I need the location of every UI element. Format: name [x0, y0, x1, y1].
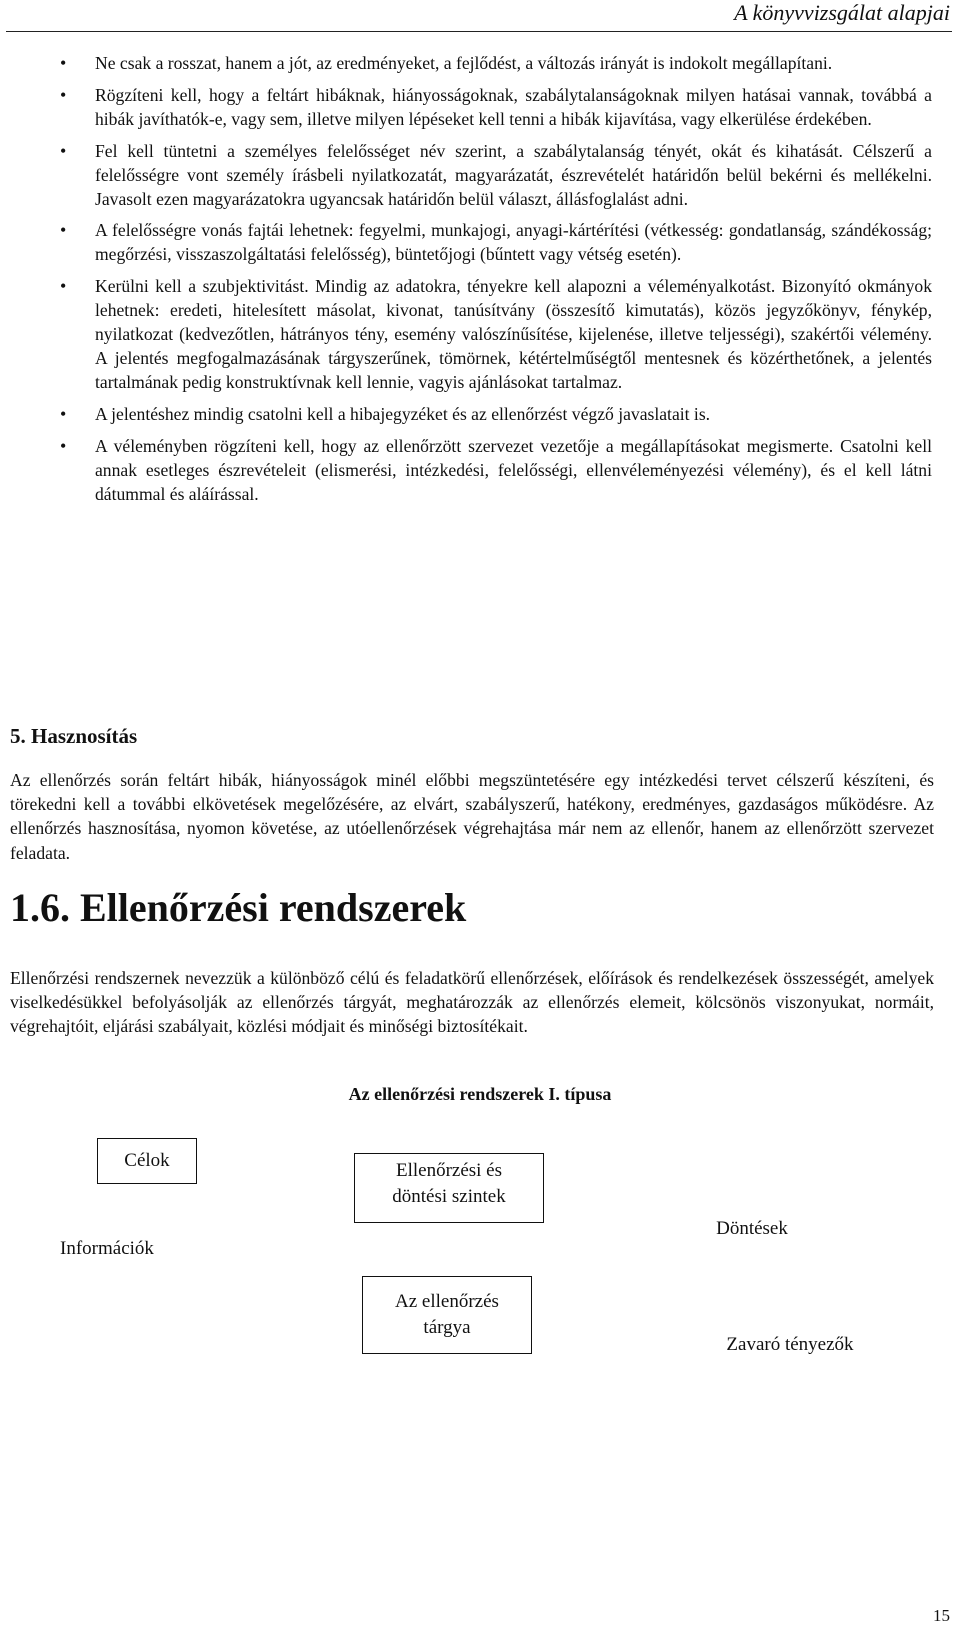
figure-title: Az ellenőrzési rendszerek I. típusa [348, 1084, 612, 1104]
chapter-title: 1.6. Ellenőrzési rendszerek [10, 885, 467, 930]
bullet-item: • Fel kell tüntetni a személyes felelősséget név szerint, a szabálytalanság tényét, okát és kihatását. Célszerű a felelősségre vont személy írásbeli nyilatkozatát, magyarázatát, észrevételét határidőn belül bekérni és mellékelni. Javasolt ezen magyarázatokra ugyancsak határidőn belül választ, állásfoglalást adni. [10, 140, 932, 212]
bullet-item: • Kerülni kell a szubjektivitást. Mindig az adatokra, tényekre kell alapozni a véleményalkotást. Bizonyító okmányok lehetnek: eredeti, hitelesített másolat, kivonat, tanúsítvány (összesítő kimutatás), közös jegyzőkönyv, fénykép, nyilatkozat (kedvezőtlen, hátrányos tény, esemény valószínűsítése, kijelenése, illetve teljességi), szakértői vélemény. A jelentés megfogalmazásának tárgyszerűnek, tömörnek, kétértelműségtől mentesnek és közérthetőnek, a jelentés tartalmának pedig konstruktívnak kell lennie, vagyis ajánlásokat tartalmaz. [10, 275, 932, 395]
box-ellenorzes-targya-line1: Az ellenőrzés [395, 1291, 499, 1312]
bullet-item: • A véleményben rögzíteni kell, hogy az ellenőrzött szervezet vezetője a megállapításokat megismerte. Csatolni kell annak esetleges észrevételeit (elismerési, intézkedési, felelősségi, ellenvéleményezési vélemény), és el kell látni dátummal és aláírással. [10, 435, 932, 507]
bullet-item: • A jelentéshez mindig csatolni kell a hibajegyzéket és az ellenőrzést végző javaslatait is. [10, 403, 932, 427]
section-paragraph: Az ellenőrzés során feltárt hibák, hiányosságok minél előbbi megszüntetésére egy intézkedési tervet célszerű készíteni, és törekedni kell a további elkövetések megelőzésére, az elvárt, szabályszerű, hatékony, eredményes, gazdaságos működésre. Az ellenőrzés hasznosítása, nyomon követése, az utóellenőrzések végrehajtása már nem az ellenőr, hanem az ellenőrzött szervezet feladata. [10, 770, 934, 863]
box-dontesi-szintek-line2: döntési szintek [392, 1186, 506, 1207]
box-dontesi-szintek-line1: Ellenőrzési és [395, 1160, 503, 1181]
bullet-item: • Ne csak a rosszat, hanem a jót, az eredményeket, a fejlődést, a változás irányát is indokolt megállapítani. [10, 52, 932, 76]
chapter-paragraph: Ellenőrzési rendszernek nevezzük a különböző célú és feladatkörű ellenőrzések, előírások és rendelkezések összességét, amelyek viselkedésükkel befolyásolják az ellenőrzés tárgyát, meghatározzák az ellenőrzés elemeit, kölcsönös viszonyukat, normáit, végrehajtóit, eljárási szabályait, közlési módjait és minőségi biztosítékait. [10, 968, 934, 1037]
label-informaciok: Információk [60, 1238, 154, 1259]
bullet-item: • Rögzíteni kell, hogy a feltárt hibáknak, hiányosságoknak, szabálytalanságoknak milyen hatásai vannak, továbbá a hibák javíthatók-e, vagy sem, illetve milyen lépéseket kell tenni a hibák kijavítása, vagy elkerülése érdekében. [10, 84, 932, 132]
box-zavaro-tenyezok-label: Zavaró tényezők [726, 1334, 854, 1355]
box-dontesek [702, 1209, 802, 1249]
page-number: 15 [933, 1606, 950, 1625]
bullet-item: • A felelősségre vonás fajtái lehetnek: fegyelmi, munkajogi, anyagi-kártérítési (vétkesség: gondatlanság, szándékosság; megőrzési, visszaszolgáltatási felelősség), büntetőjogi (bűntett vagy vétség esetén). [10, 219, 932, 267]
box-dontesek-label: Döntések [716, 1218, 788, 1239]
box-celok-label: Célok [124, 1150, 170, 1171]
box-ellenorzes-targya-line2: tárgya [423, 1317, 471, 1338]
box-dontesi-szintek [354, 1153, 544, 1223]
box-zavaro-tenyezok [700, 1325, 880, 1365]
running-header-title: A könyvvizsgálat alapjai [734, 0, 950, 25]
section-heading: 5. Hasznosítás [10, 724, 138, 748]
box-ellenorzes-targya [362, 1276, 532, 1354]
box-celok [97, 1138, 197, 1184]
